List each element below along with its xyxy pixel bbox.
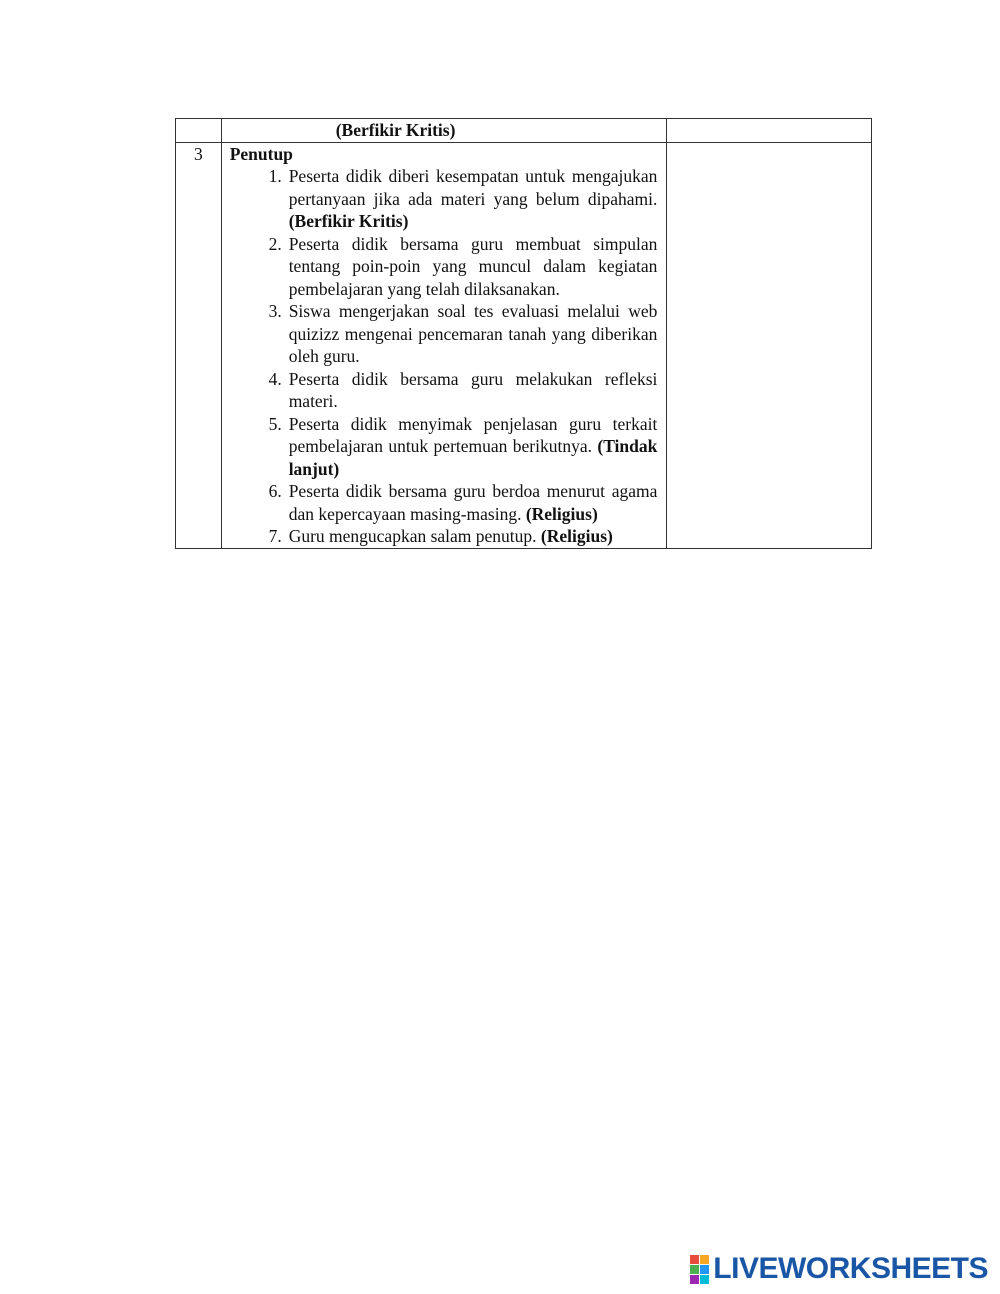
list-item (230, 300, 658, 368)
step-text: Peserta didik menyimak penjelasan guru terkait pembelajaran untuk pertemuan berikutnya. (288, 413, 658, 456)
step-number: 3. (268, 301, 282, 321)
list-item (230, 233, 658, 301)
step-value-tag: (Berfikir Kritis) (288, 211, 409, 231)
liveworksheets-logo-icon (690, 1255, 709, 1284)
table-row (176, 142, 872, 548)
step-value-tag: (Religius) (540, 526, 613, 546)
step-value-tag: (Tindak lanjut) (288, 436, 658, 479)
step-number: 4. (268, 368, 282, 389)
list-item (230, 480, 658, 525)
continued-text: (Berfikir Kritis) (335, 120, 456, 140)
step-number: 6. (268, 481, 282, 501)
step-number: 5. (268, 413, 282, 434)
list-item (230, 525, 658, 548)
list-item (230, 368, 658, 413)
step-text: Peserta didik diberi kesempatan untuk mengajukan pertanyaan jika ada materi yang belum dipahami. (288, 166, 658, 209)
step-text: Siswa mengerjakan soal tes evaluasi melalui web quizizz mengenai pencemaran tanah yang diberikan oleh guru. (288, 301, 658, 366)
brand-name: LIVEWORKSHEETS (713, 1252, 988, 1285)
activity-cell (221, 119, 667, 143)
notes-cell (667, 142, 872, 548)
notes-cell (667, 119, 872, 143)
activity-cell (221, 142, 667, 548)
step-number: 7. (268, 526, 282, 546)
step-text: Guru mengucapkan salam penutup. (288, 526, 541, 546)
row-number (176, 119, 222, 143)
step-number: 1. (268, 166, 282, 186)
step-number: 2. (268, 233, 282, 254)
row-number: 3 (176, 142, 222, 548)
step-text: Peserta didik bersama guru membuat simpulan tentang poin-poin yang muncul dalam kegiatan pembelajaran yang telah dilaksanakan. (288, 233, 658, 299)
table-row (176, 119, 872, 143)
step-value-tag: (Religius) (525, 503, 598, 524)
liveworksheets-brand[interactable] (690, 1254, 988, 1284)
steps-list (230, 165, 658, 548)
step-text: Peserta didik bersama guru melakukan refleksi materi. (288, 368, 658, 411)
section-title: Penutup (229, 143, 293, 164)
step-text: Peserta didik bersama guru berdoa menurut agama dan kepercayaan masing-masing. (288, 481, 658, 524)
lesson-plan-table (175, 118, 872, 549)
list-item (230, 165, 658, 233)
list-item (230, 413, 658, 481)
